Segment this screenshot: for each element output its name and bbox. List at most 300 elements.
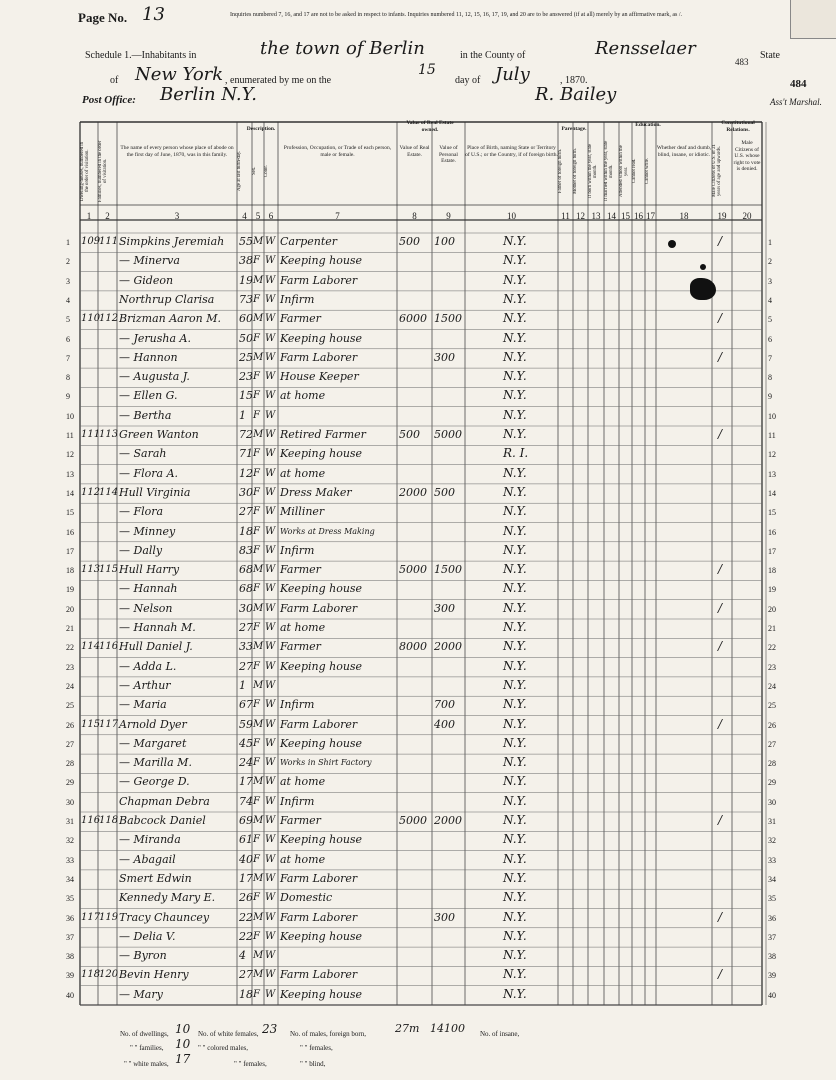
cell-dw — [81, 676, 98, 695]
cell-m19 — [718, 869, 732, 888]
cell-age: 12 — [239, 466, 253, 480]
row-number-left: 6 — [66, 334, 70, 344]
marshal-signature: R. Bailey — [535, 84, 617, 105]
cell-birth: N.Y. — [503, 234, 527, 248]
county-value: Rensselaer — [595, 38, 696, 59]
cell-dw: 113 — [81, 564, 101, 576]
cell-birth: N.Y. — [503, 407, 527, 422]
cell-m19 — [718, 618, 732, 637]
cell-name: Hull Harry — [119, 563, 180, 577]
cell-age: 67 — [239, 698, 253, 712]
cell-name: — Flora A. — [119, 466, 179, 480]
cell-age: 68 — [239, 582, 253, 596]
row-number-left: 33 — [66, 855, 74, 865]
cell-age: 55 — [239, 235, 253, 248]
cell-dw: 117 — [81, 911, 101, 923]
cell-dw: 112 — [81, 486, 101, 498]
footer-white-males-value: 17 — [175, 1052, 191, 1066]
cell-pers — [434, 946, 465, 965]
cell-dw — [81, 850, 98, 869]
cell-age: 22 — [239, 929, 253, 943]
cell-real — [399, 348, 432, 367]
row-number-left: 16 — [66, 527, 74, 537]
cell-pers — [434, 290, 465, 309]
cell-color: W — [265, 872, 276, 884]
cell-real — [399, 444, 432, 463]
asst-marshal-label: Ass't Marshal. — [770, 97, 822, 107]
cell-age: 27 — [239, 968, 253, 982]
cell-sex: M — [253, 911, 264, 923]
cell-pers — [434, 657, 465, 676]
cell-birth: N.Y. — [503, 716, 527, 731]
cell-fam — [99, 522, 117, 541]
month-value: July — [495, 64, 530, 85]
cell-color: W — [265, 988, 276, 1000]
cell-color: W — [265, 525, 276, 537]
cell-fam: 116 — [99, 641, 119, 653]
cell-color: W — [265, 351, 276, 363]
row-number-left: 22 — [66, 643, 74, 653]
cell-birth: N.Y. — [503, 890, 527, 905]
row-number-right: 31 — [768, 817, 776, 826]
column-header-19: Male Citizens of U.S. of 21 years of age and upwards. — [712, 144, 722, 198]
footer-families-value: 10 — [175, 1037, 191, 1051]
row-number-right: 16 — [768, 527, 776, 537]
row-number-right: 4 — [768, 295, 772, 305]
cell-color: W — [265, 737, 276, 749]
cell-occ: Works at Dress Making — [280, 526, 375, 536]
cell-fam: 120 — [99, 969, 119, 981]
cell-name: — Jerusha A. — [119, 331, 191, 345]
page-number: 13 — [142, 4, 165, 25]
column-header-4: Age at last birth-day. — [237, 150, 242, 192]
cell-occ: Infirm — [280, 794, 315, 808]
cell-occ: Farmer — [280, 563, 321, 577]
cell-m19: / — [718, 311, 723, 326]
cell-dw — [81, 502, 98, 521]
cell-age: 45 — [239, 736, 253, 750]
cell-occ: Carpenter — [280, 235, 338, 248]
cell-real — [399, 985, 432, 1004]
row-number-right: 37 — [768, 932, 776, 942]
cell-dw — [81, 695, 98, 714]
column-header-20: Male Citizens of U.S. whose right to vote is denied. — [733, 140, 761, 172]
cell-name: Chapman Debra — [119, 794, 210, 808]
cell-real: 8000 — [399, 640, 427, 654]
cell-fam: 115 — [99, 564, 119, 576]
cell-color: W — [265, 409, 276, 421]
cell-name: — Byron — [119, 949, 167, 963]
cell-m19: / — [718, 600, 723, 615]
column-header-7: Profession, Occupation, or Trade of each person, male or female. — [283, 145, 392, 158]
cell-m19 — [718, 386, 732, 405]
row-number-right: 26 — [768, 720, 776, 730]
cell-age: 17 — [239, 775, 253, 789]
cell-pers — [434, 676, 465, 695]
schedule-label: Schedule 1.—Inhabitants in — [85, 50, 197, 61]
cell-color: W — [265, 564, 276, 576]
row-number-right: 23 — [768, 662, 776, 672]
cell-color: W — [265, 448, 276, 460]
cell-occ: Farm Laborer — [280, 350, 358, 364]
cell-m19 — [718, 657, 732, 676]
cell-birth: N.Y. — [503, 581, 527, 596]
column-number-7: 7 — [335, 211, 340, 221]
row-number-right: 29 — [768, 778, 776, 788]
cell-name: Tracy Chauncey — [119, 910, 210, 924]
row-number-right: 30 — [768, 797, 776, 807]
cell-color: W — [265, 602, 276, 614]
row-number-right: 38 — [768, 952, 776, 962]
cell-birth: N.Y. — [503, 349, 527, 364]
cell-occ: Farm Laborer — [280, 910, 358, 924]
column-header-12: Mother of foreign birth. — [573, 148, 578, 194]
cell-real — [399, 753, 432, 772]
cell-real — [399, 888, 432, 907]
cell-pers — [434, 367, 465, 386]
cell-occ: Keeping house — [280, 929, 363, 943]
cell-sex: F — [253, 988, 260, 1000]
row-number-left: 4 — [66, 295, 70, 305]
cell-age: 61 — [239, 833, 253, 847]
cell-sex: F — [253, 332, 260, 344]
cell-age: 27 — [239, 621, 253, 634]
cell-occ: at home — [280, 775, 326, 789]
cell-age: 60 — [239, 312, 253, 326]
cell-name: — Hannah M. — [119, 621, 196, 634]
cell-dw — [81, 386, 98, 405]
cell-occ: Keeping house — [280, 736, 363, 750]
cell-name: — George D. — [119, 775, 190, 789]
cell-fam — [99, 406, 117, 425]
cell-occ: Farmer — [280, 312, 321, 326]
group-head-constitutional: Constitutional Relations. — [721, 120, 755, 133]
cell-occ: Keeping house — [280, 582, 363, 596]
cell-occ: Infirm — [280, 543, 315, 557]
cell-dw — [81, 541, 98, 560]
row-number-right: 35 — [768, 894, 776, 904]
cell-m19 — [718, 927, 732, 946]
cell-m19: / — [718, 427, 723, 441]
cell-sex: F — [253, 467, 260, 479]
cell-birth: R. I. — [503, 446, 529, 461]
cell-dw — [81, 329, 98, 348]
cell-name: — Augusta J. — [119, 370, 190, 384]
cell-pers — [434, 329, 465, 348]
cell-pers: 1500 — [434, 312, 462, 326]
row-number-left: 38 — [66, 952, 74, 962]
cell-fam: 114 — [99, 486, 119, 498]
cell-dw — [81, 522, 98, 541]
cell-m19 — [718, 541, 732, 560]
cell-name: — Delia V. — [119, 929, 176, 943]
cell-pers — [434, 406, 465, 425]
cell-sex: M — [253, 679, 264, 691]
cell-name: — Flora — [119, 505, 164, 519]
row-number-left: 28 — [66, 759, 74, 769]
cell-age: 1 — [239, 408, 246, 422]
cell-occ: Dress Maker — [280, 485, 352, 499]
cell-name: Bevin Henry — [119, 968, 189, 982]
cell-dw: 114 — [81, 641, 101, 653]
cell-birth: N.Y. — [503, 735, 527, 750]
column-number-19: 19 — [717, 211, 727, 221]
cell-name: — Abagail — [119, 852, 176, 866]
cell-age: 30 — [239, 485, 253, 499]
cell-fam — [99, 753, 117, 772]
cell-color: W — [265, 660, 276, 672]
cell-real — [399, 502, 432, 521]
town-value: the town of Berlin — [260, 38, 425, 59]
cell-fam — [99, 367, 117, 386]
cell-pers — [434, 444, 465, 463]
cell-pers — [434, 830, 465, 849]
cell-age: 17 — [239, 871, 253, 885]
cell-dw: 109 — [81, 236, 101, 247]
cell-sex: F — [253, 930, 260, 942]
ink-blot — [700, 264, 706, 270]
cell-birth: N.Y. — [503, 542, 527, 557]
cell-real: 500 — [399, 235, 420, 248]
column-number-14: 14 — [607, 211, 616, 221]
cell-name: — Mary — [119, 987, 163, 1001]
post-office-label: Post Office: — [82, 94, 136, 106]
row-number-left: 7 — [66, 353, 70, 363]
cell-m19 — [718, 985, 732, 1004]
cell-birth: N.Y. — [503, 658, 527, 673]
cell-name: Northrup Clarisa — [119, 292, 215, 306]
row-number-left: 23 — [66, 662, 74, 672]
row-number-left: 12 — [66, 450, 74, 460]
cell-pers: 1500 — [434, 563, 462, 577]
cell-dw — [81, 367, 98, 386]
cell-dw: 115 — [81, 718, 101, 730]
cell-fam — [99, 657, 117, 676]
cell-birth: N.Y. — [503, 986, 527, 1001]
cell-name: — Ellen G. — [119, 389, 178, 403]
county-label: in the County of — [460, 50, 526, 61]
cell-dw — [81, 290, 98, 309]
cell-real — [399, 792, 432, 811]
footer-males-foreign-label: No. of males, foreign born, — [290, 1030, 367, 1038]
cell-m19 — [718, 464, 732, 483]
column-number-20: 20 — [742, 211, 752, 221]
cell-color: W — [265, 429, 276, 440]
cell-birth: N.Y. — [503, 253, 527, 268]
cell-birth: N.Y. — [503, 523, 527, 538]
row-number-left: 36 — [66, 913, 74, 923]
cell-age: 72 — [239, 428, 253, 441]
row-number-right: 6 — [768, 334, 772, 344]
cell-dw — [81, 444, 98, 463]
cell-pers: 300 — [434, 350, 455, 364]
cell-sex: F — [253, 525, 260, 537]
row-number-left: 15 — [66, 508, 74, 518]
cell-birth: N.Y. — [503, 870, 527, 885]
cell-age: 71 — [239, 447, 253, 461]
cell-m19: / — [718, 813, 723, 827]
cell-occ: Keeping house — [280, 447, 363, 461]
cell-age: 26 — [239, 891, 253, 905]
cell-fam — [99, 618, 117, 637]
row-number-right: 36 — [768, 913, 776, 923]
cell-color: W — [265, 699, 276, 711]
cell-m19 — [718, 579, 732, 598]
column-number-15: 15 — [621, 211, 630, 221]
cell-occ: Farm Laborer — [280, 601, 358, 615]
cell-m19 — [718, 734, 732, 753]
cell-fam — [99, 792, 117, 811]
column-number-11: 11 — [561, 211, 570, 221]
cell-dw — [81, 599, 98, 618]
cell-sex: M — [253, 718, 264, 730]
cell-dw — [81, 869, 98, 888]
cell-birth: N.Y. — [503, 697, 527, 712]
cell-pers — [434, 772, 465, 791]
cell-m19 — [718, 329, 732, 348]
cell-occ — [280, 676, 401, 695]
cell-occ: at home — [280, 621, 326, 634]
cell-name: Hull Daniel J. — [119, 640, 193, 654]
column-header-13: If born within the year, state month. — [588, 143, 598, 199]
row-number-left: 29 — [66, 778, 74, 788]
cell-dw — [81, 946, 98, 965]
column-header-16: Cannot read. — [632, 158, 637, 184]
row-number-right: 3 — [768, 276, 772, 286]
cell-fam — [99, 251, 117, 270]
cell-sex: F — [253, 255, 260, 267]
cell-age: 4 — [239, 949, 246, 963]
cell-dw — [81, 579, 98, 598]
cell-fam — [99, 271, 117, 290]
cell-pers: 400 — [434, 717, 455, 731]
footer-white-males-label: " " white males, — [124, 1060, 169, 1068]
cell-birth: N.Y. — [503, 755, 527, 770]
cell-birth: N.Y. — [503, 484, 527, 499]
row-number-left: 34 — [66, 874, 74, 884]
cell-age: 18 — [239, 987, 253, 1001]
cell-occ: at home — [280, 466, 326, 480]
enumerated-label: , enumerated by me on the — [225, 75, 332, 86]
cell-occ: Farmer — [280, 640, 321, 654]
cell-pers — [434, 541, 465, 560]
cell-color: W — [265, 274, 276, 286]
ink-blot — [668, 240, 676, 248]
row-number-left: 10 — [66, 411, 74, 421]
row-number-right: 22 — [768, 643, 776, 653]
cell-pers — [434, 522, 465, 541]
cell-fam: 119 — [99, 911, 119, 923]
cell-birth: N.Y. — [503, 388, 527, 403]
cell-occ: Milliner — [280, 505, 325, 519]
cell-sex: M — [253, 776, 264, 788]
cell-dw — [81, 830, 98, 849]
of-label: of — [110, 75, 119, 86]
cell-occ: Infirm — [280, 698, 315, 712]
cell-dw — [81, 657, 98, 676]
cell-pers — [434, 734, 465, 753]
row-number-right: 7 — [768, 353, 772, 363]
cell-fam — [99, 676, 117, 695]
cell-real — [399, 618, 432, 637]
group-head-description: Description. — [246, 126, 276, 132]
cell-real — [399, 850, 432, 869]
cell-name: — Margaret — [119, 736, 187, 750]
cell-real — [399, 599, 432, 618]
cell-name: — Marilla M. — [119, 756, 192, 770]
cell-real — [399, 965, 432, 984]
cell-name: Brizman Aaron M. — [119, 312, 221, 326]
cell-pers — [434, 618, 465, 637]
state-value: New York — [135, 64, 224, 85]
cell-pers — [434, 869, 465, 888]
cell-occ: Keeping house — [280, 331, 363, 345]
cell-color: W — [265, 930, 276, 942]
cell-color: W — [265, 486, 276, 498]
cell-m19 — [718, 502, 732, 521]
cell-real — [399, 772, 432, 791]
page-label: Page No. — [78, 10, 128, 25]
cell-real — [399, 927, 432, 946]
cell-color: W — [265, 853, 276, 865]
cell-pers — [434, 464, 465, 483]
cell-fam — [99, 830, 117, 849]
cell-occ: Keeping house — [280, 987, 363, 1001]
cell-name: Hull Virginia — [119, 485, 191, 499]
cell-m19: / — [718, 967, 723, 982]
cell-fam: 117 — [99, 718, 119, 730]
cell-pers: 700 — [434, 698, 455, 712]
cell-dw — [81, 251, 98, 270]
cell-color: W — [265, 313, 276, 325]
column-number-18: 18 — [679, 211, 689, 221]
cell-name: — Hannah — [119, 582, 178, 596]
cell-name: — Arthur — [119, 678, 171, 692]
column-number-9: 9 — [446, 211, 451, 221]
cell-occ: Keeping house — [280, 254, 363, 268]
row-number-right: 40 — [768, 990, 776, 1000]
cell-age: 23 — [239, 370, 253, 384]
row-number-right: 2 — [768, 257, 772, 267]
column-number-5: 5 — [255, 211, 261, 221]
cell-dw — [81, 348, 98, 367]
cell-name: Green Wanton — [119, 428, 199, 441]
cell-dw — [81, 618, 98, 637]
cell-real: 500 — [399, 428, 420, 441]
cell-color: W — [265, 371, 276, 383]
state-number: 483 — [735, 57, 749, 67]
cell-fam — [99, 599, 117, 618]
cell-occ: at home — [280, 852, 326, 866]
row-number-right: 19 — [768, 585, 776, 595]
cell-sex: F — [253, 853, 260, 865]
cell-color: W — [265, 293, 276, 305]
cell-m19: / — [718, 234, 723, 248]
cell-age: 33 — [239, 640, 253, 654]
cell-color: W — [265, 641, 276, 653]
cell-occ: Infirm — [280, 292, 315, 306]
cell-fam — [99, 502, 117, 521]
cell-age: 25 — [239, 350, 253, 364]
cell-color: W — [265, 950, 276, 962]
cell-sex: F — [253, 390, 260, 402]
cell-occ: Farm Laborer — [280, 968, 358, 982]
column-number-2: 2 — [105, 211, 110, 221]
row-number-right: 15 — [768, 508, 776, 518]
cell-m19 — [718, 772, 732, 791]
cell-color: W — [265, 815, 276, 826]
cell-sex: M — [253, 950, 264, 962]
